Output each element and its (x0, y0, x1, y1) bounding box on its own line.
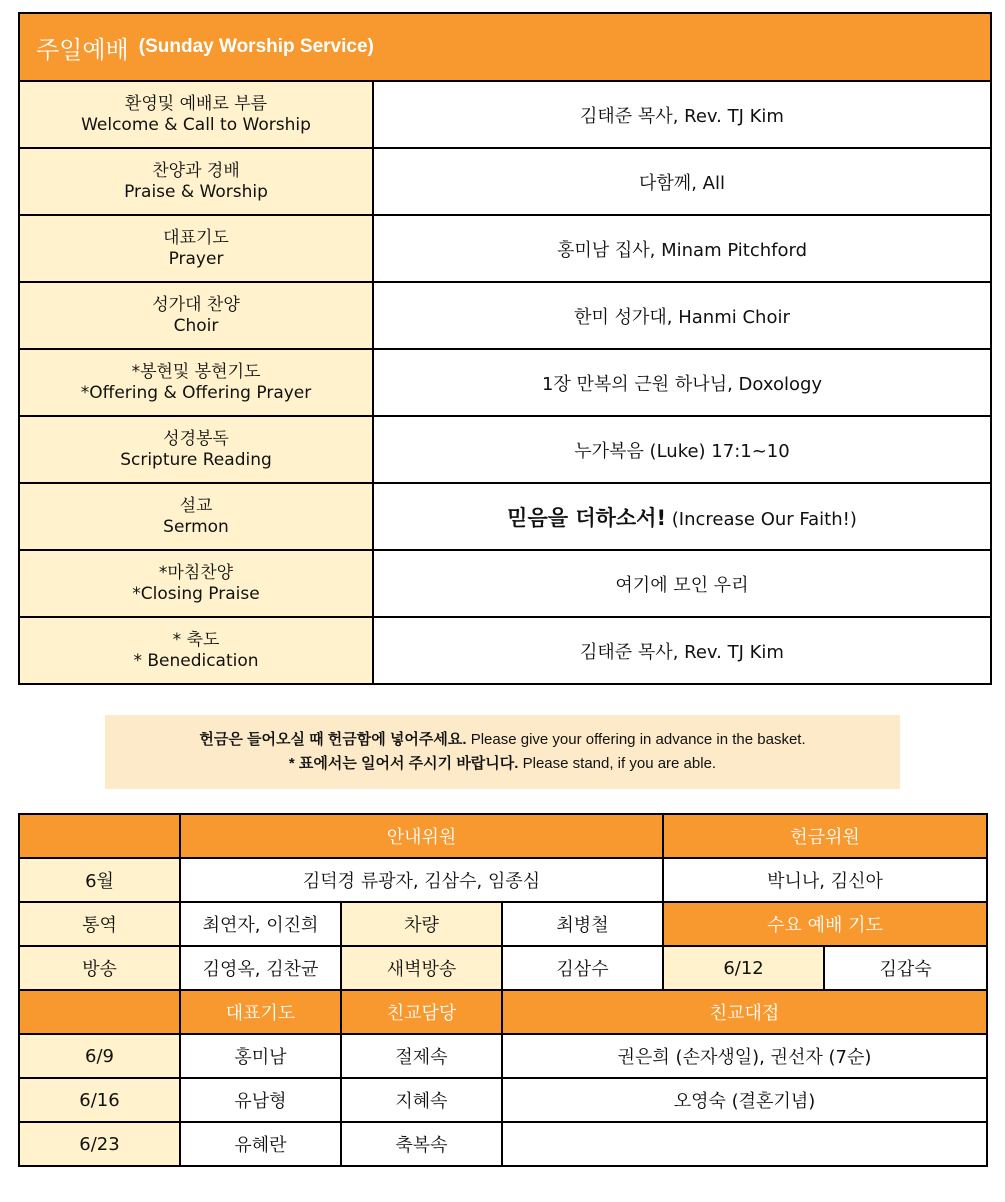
item-ko: 환영및 예배로 부름 (124, 93, 268, 114)
item-ko: 설교 (179, 495, 213, 516)
offering-team-header: 헌금위원 (663, 814, 987, 858)
item-en: *Closing Praise (132, 583, 260, 604)
order-item (19, 215, 373, 282)
order-row (19, 416, 991, 483)
header-title-ko: 주일예배 (36, 35, 129, 64)
schedule-meal: 권은희 (손자생일), 권선자 (7순) (502, 1034, 987, 1078)
wednesday-prayer-header: 수요 예배 기도 (663, 902, 987, 946)
item-en: Sermon (163, 516, 229, 537)
schedule-date: 6/16 (19, 1078, 180, 1122)
notice-line-1-ko: 헌금은 들어오실 때 헌금함에 넣어주세요. (199, 731, 467, 748)
ushers-header: 안내위원 (180, 814, 663, 858)
order-value: 한미 성가대, Hanmi Choir (373, 282, 991, 349)
order-item (19, 416, 373, 483)
order-value: 1장 만복의 근원 하나님, Doxology (373, 349, 991, 416)
item-en: * Benedication (133, 650, 259, 671)
schedule-row (19, 1078, 987, 1122)
order-row (19, 617, 991, 684)
item-ko: *봉현및 봉현기도 (131, 361, 261, 382)
notice-line-2-ko: * 표에서는 일어서 주시기 바랍니다. (288, 755, 519, 772)
order-item (19, 81, 373, 148)
dawn-broadcast-label: 새벽방송 (341, 946, 502, 990)
broadcast-label: 방송 (19, 946, 180, 990)
schedule-meal (502, 1122, 987, 1166)
schedule-prayer: 유혜란 (180, 1122, 341, 1166)
item-ko: 대표기도 (163, 227, 229, 248)
order-item (19, 349, 373, 416)
roster-row (19, 858, 987, 902)
order-item (19, 148, 373, 215)
schedule-fellowship: 절제속 (341, 1034, 502, 1078)
item-en: Choir (173, 315, 219, 336)
item-en: Prayer (168, 248, 224, 269)
roster-row (19, 814, 987, 858)
schedule-fellowship: 지혜속 (341, 1078, 502, 1122)
order-row (19, 81, 991, 148)
order-row (19, 282, 991, 349)
blank-header-cell (19, 990, 180, 1034)
worship-header-row (19, 13, 991, 81)
order-value: 여기에 모인 우리 (373, 550, 991, 617)
fellowship-header: 친교담당 (341, 990, 502, 1034)
translation-names: 최연자, 이진희 (180, 902, 341, 946)
vehicle-name: 최병철 (502, 902, 663, 946)
order-row (19, 215, 991, 282)
order-item (19, 483, 373, 550)
schedule-prayer: 홍미남 (180, 1034, 341, 1078)
item-en: Praise & Worship (124, 181, 268, 202)
schedule-fellowship: 축복속 (341, 1122, 502, 1166)
order-row (19, 148, 991, 215)
schedule-prayer: 유남형 (180, 1078, 341, 1122)
vehicle-label: 차량 (341, 902, 502, 946)
roster-row (19, 902, 987, 946)
volunteer-roster-table (18, 813, 988, 1167)
fellowship-meal-header: 친교대접 (502, 990, 987, 1034)
order-row (19, 483, 991, 550)
sermon-title-en: (Increase Our Faith!) (671, 508, 857, 530)
dawn-broadcast-name: 김삼수 (502, 946, 663, 990)
worship-order-table (18, 12, 992, 685)
order-value: 다함께, All (373, 148, 991, 215)
blank-header-cell (19, 814, 180, 858)
wednesday-date: 6/12 (663, 946, 824, 990)
offering-notice (105, 715, 900, 789)
order-row (19, 349, 991, 416)
notice-line-2-en: Please stand, if you are able. (522, 755, 717, 772)
item-ko: *마침찬양 (158, 562, 234, 583)
order-row (19, 550, 991, 617)
order-value: 홍미남 집사, Minam Pitchford (373, 215, 991, 282)
item-en: Welcome & Call to Worship (81, 114, 311, 135)
roster-row (19, 990, 987, 1034)
sermon-title (373, 483, 991, 550)
sermon-title-ko: 믿음을 더하소서! (507, 505, 667, 530)
order-item (19, 282, 373, 349)
order-value: 김태준 목사, Rev. TJ Kim (373, 617, 991, 684)
offering-team-names: 박니나, 김신아 (663, 858, 987, 902)
item-ko: 성경봉독 (163, 428, 229, 449)
notice-line-1 (105, 728, 900, 752)
worship-header (19, 13, 991, 81)
schedule-meal: 오영숙 (결혼기념) (502, 1078, 987, 1122)
notice-line-1-en: Please give your offering in advance in the basket. (470, 731, 806, 748)
order-item (19, 617, 373, 684)
schedule-row (19, 1034, 987, 1078)
item-en: Scripture Reading (120, 449, 272, 470)
prayer-header: 대표기도 (180, 990, 341, 1034)
header-title-en: (Sunday Worship Service) (138, 36, 374, 57)
roster-row (19, 946, 987, 990)
schedule-date: 6/9 (19, 1034, 180, 1078)
item-ko: 성가대 찬양 (152, 294, 240, 315)
month-label: 6월 (19, 858, 180, 902)
order-value: 김태준 목사, Rev. TJ Kim (373, 81, 991, 148)
item-en: *Offering & Offering Prayer (80, 382, 312, 403)
notice-line-2 (105, 752, 900, 776)
order-value: 누가복음 (Luke) 17:1~10 (373, 416, 991, 483)
ushers-names: 김덕경 류광자, 김삼수, 임종심 (180, 858, 663, 902)
item-ko: 찬양과 경배 (152, 160, 240, 181)
broadcast-names: 김영옥, 김찬균 (180, 946, 341, 990)
wednesday-prayer-name: 김갑숙 (824, 946, 987, 990)
schedule-date: 6/23 (19, 1122, 180, 1166)
translation-label: 통역 (19, 902, 180, 946)
schedule-row (19, 1122, 987, 1166)
item-ko: * 축도 (172, 629, 220, 650)
order-item (19, 550, 373, 617)
